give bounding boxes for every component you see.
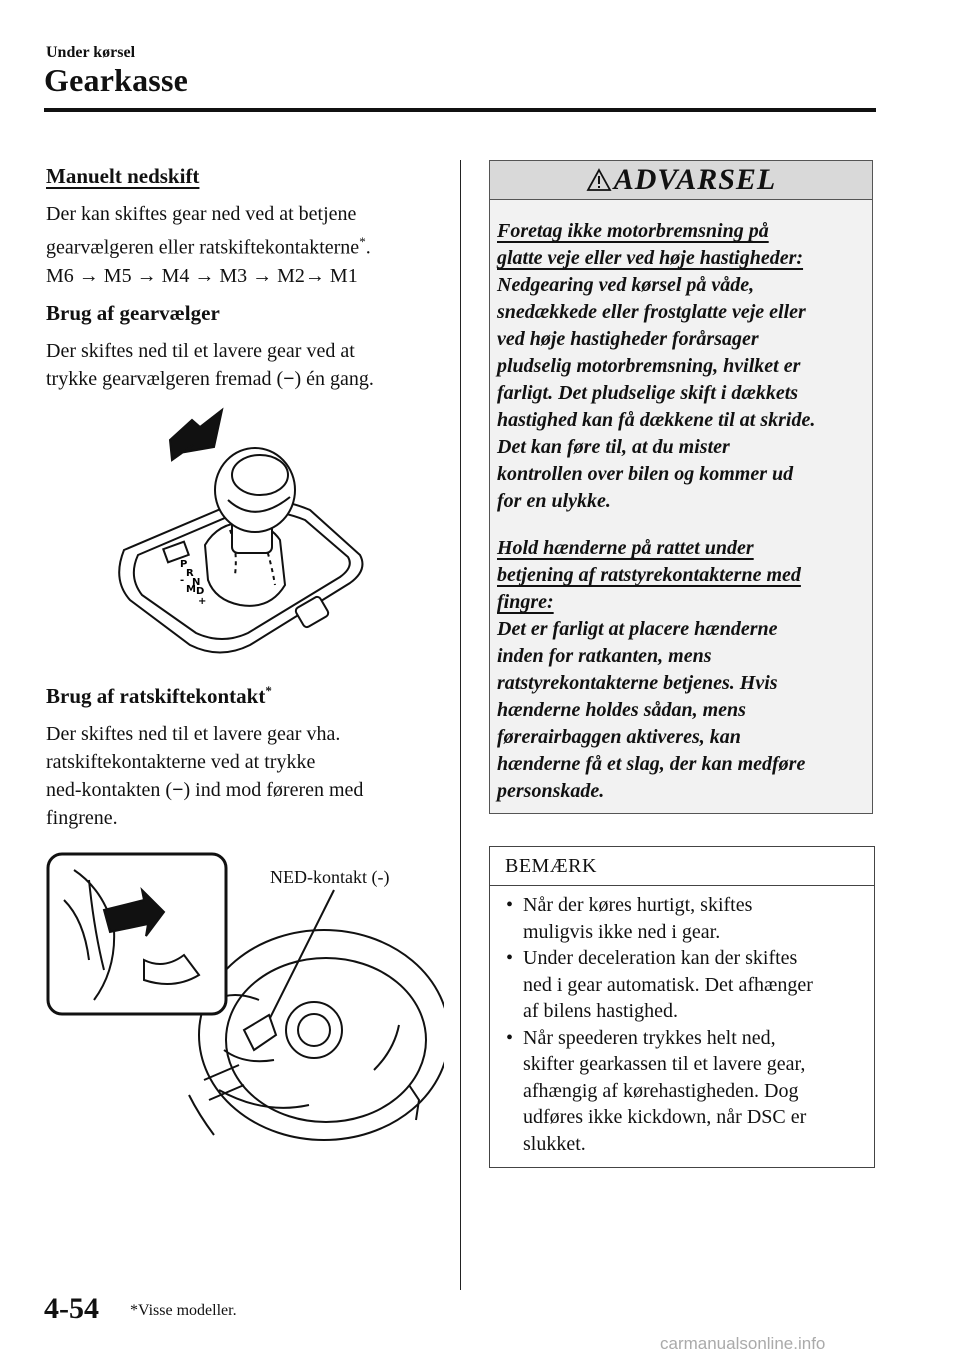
note-item [506, 892, 866, 945]
paddle-line-3: ned-kontakten (−) ind mod føreren med [46, 779, 364, 801]
warning-line: ratstyrekontakterne betjenes. Hvis [497, 672, 778, 694]
warning-triangle-icon [586, 168, 612, 192]
watermark: carmanualsonline.info [660, 1334, 826, 1353]
column-divider [460, 160, 461, 1290]
left-text-bottom [46, 677, 446, 832]
lever-line-1: Der skiftes ned til et lavere gear ved at [46, 339, 355, 362]
warning-line: Det kan føre til, at du mister [497, 436, 730, 458]
warning-title: ADVARSEL [613, 163, 777, 196]
steering-wheel-illustration [44, 850, 444, 1150]
shifter-label-plus: + [198, 596, 207, 607]
note-line: udføres ikke kickdown, når DSC er [523, 1106, 807, 1128]
heading-lever: Brug af gearvælger [46, 300, 220, 325]
warning-line: hastighed kan få dækkene til at skride. [497, 409, 816, 431]
warning-line: kontrollen over bilen og kommer ud [497, 463, 794, 485]
lever-line-2: trykke gearvælgeren fremad (−) én gang. [46, 367, 374, 390]
paddle-line-1: Der skiftes ned til et lavere gear vha. [46, 723, 341, 745]
gear-sequence: M6 → M5 → M4 → M3 → M2→ M1 [46, 264, 358, 287]
gear-shifter-illustration [110, 405, 372, 667]
note-line: af bilens hastighed. [523, 1000, 678, 1022]
note-title: BEMÆRK [505, 855, 597, 877]
shifter-label-r: R [186, 568, 194, 579]
warning-block-2 [497, 535, 867, 805]
note-line: Når der køres hurtigt, skiftes [523, 894, 753, 916]
heading-manual-downshift: Manuelt nedskift [46, 164, 200, 188]
bullet: • [506, 947, 514, 969]
page-title: Gearkasse [44, 62, 189, 98]
warning-block-1-heading-1: Foretag ikke motorbremsning på [497, 220, 769, 242]
warning-line: snedækkede eller frostglatte veje eller [497, 301, 806, 323]
warning-line: for en ulykke. [497, 490, 611, 512]
note-line: Under deceleration kan der skiftes [523, 947, 798, 969]
paddle-line-4: fingrene. [46, 807, 118, 829]
footnote: *Visse modeller. [130, 1302, 237, 1319]
warning-line: Nedgearing ved kørsel på våde, [497, 274, 755, 296]
shifter-label-p: P [180, 559, 188, 570]
warning-line: hænderne holdes sådan, mens [497, 699, 746, 721]
warning-block-2-heading-2: betjening af ratstyrekontakterne med [497, 564, 801, 586]
warning-header [489, 160, 873, 200]
warning-line: inden for ratkanten, mens [497, 645, 712, 667]
note-line: slukket. [523, 1132, 586, 1155]
warning-line: ved høje hastigheder forårsager [497, 328, 759, 350]
note-item [506, 1025, 866, 1158]
intro-line-1: Der kan skiftes gear ned ved at betjene [46, 203, 357, 225]
note-list [506, 892, 866, 1157]
note-line: muligvis ikke ned i gear. [523, 920, 721, 943]
shifter-label-d: D [196, 586, 205, 597]
warning-line: pludselig motorbremsning, hvilket er [497, 355, 801, 377]
note-item [506, 945, 866, 1025]
page-number: 4-54 [44, 1292, 99, 1325]
warning-line: farligt. Det pludselige skift i dækkets [497, 382, 799, 404]
warning-block-2-heading-1: Hold hænderne på rattet under [497, 537, 754, 559]
warning-line: hænderne få et slag, der kan medføre [497, 753, 806, 775]
warning-line: førerairbaggen aktiveres, kan [497, 726, 741, 748]
bullet: • [506, 894, 514, 916]
heading-paddle: Brug af ratskiftekontakt* [46, 683, 272, 708]
intro-line-2: gearvælgeren eller ratskiftekontakterne*. [46, 234, 371, 259]
left-text-top [46, 162, 446, 393]
warning-block-1-heading-2: glatte veje eller ved høje hastigheder: [497, 247, 804, 269]
shifter-label-minus: - [180, 575, 185, 586]
header-rule [44, 108, 876, 112]
note-line: ned i gear automatisk. Det afhænger [523, 973, 813, 996]
paddle-line-2: ratskiftekontakterne ved at trykke [46, 751, 316, 773]
shifter-label-m: M [186, 584, 196, 595]
note-line: Når speederen trykkes helt ned, [523, 1026, 776, 1049]
warning-block-2-heading-3: fingre: [497, 591, 554, 613]
warning-block-1 [497, 218, 867, 515]
callout-down-switch: NED-kontakt (-) [270, 867, 390, 887]
shifter-label-n: N [192, 577, 201, 588]
bullet: • [506, 1026, 514, 1049]
note-line: afhængig af kørehastigheden. Dog [523, 1079, 799, 1102]
warning-line: Det er farligt at placere hænderne [497, 618, 778, 640]
section-label: Under kørsel [46, 44, 136, 61]
note-line: skifter gearkassen til et lavere gear, [523, 1053, 806, 1075]
warning-line: personskade. [497, 780, 605, 802]
